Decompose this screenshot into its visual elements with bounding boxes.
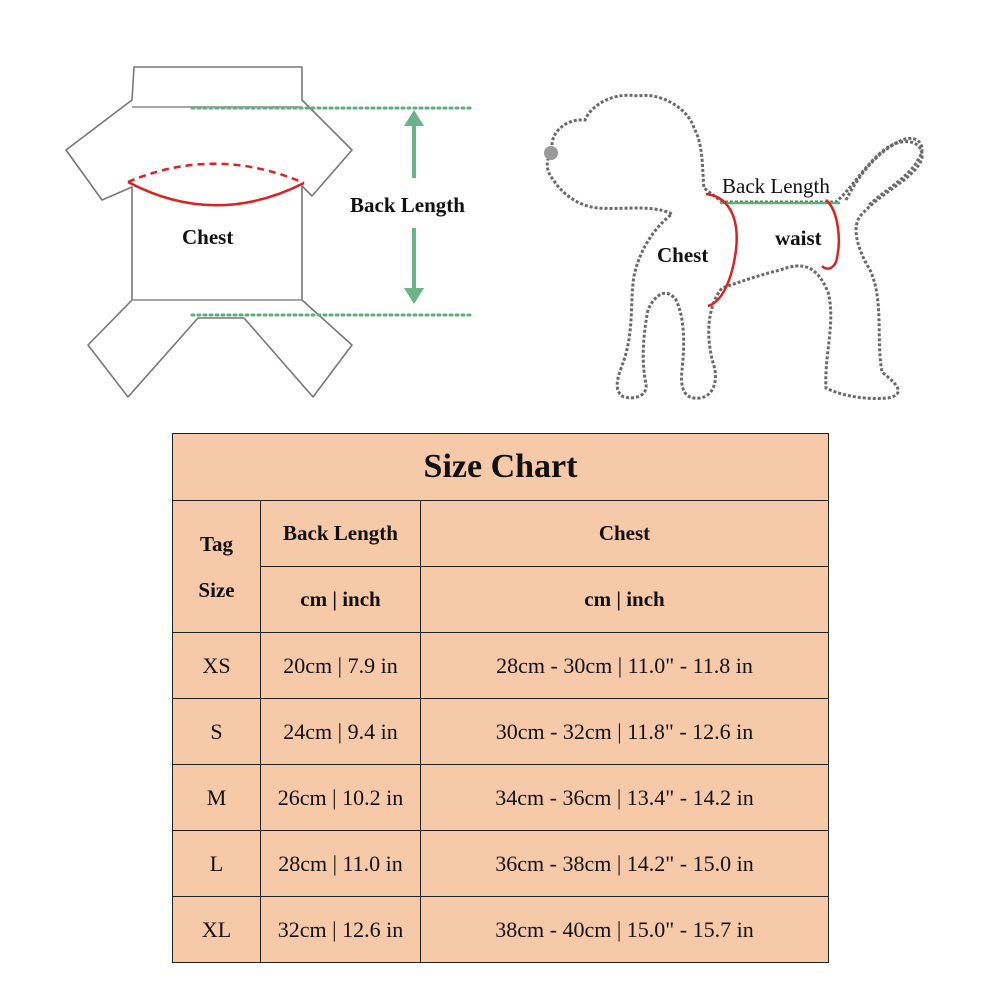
dog-diagram: [544, 95, 922, 398]
back-length-cell: 28cm | 11.0 in: [261, 831, 421, 897]
table-row: [173, 831, 829, 897]
table-row: [173, 633, 829, 699]
table-row: [173, 699, 829, 765]
size-cell: XS: [173, 633, 261, 699]
tag-size-line1: Tag: [199, 531, 234, 556]
size-cell: S: [173, 699, 261, 765]
tag-size-line2: Size: [198, 577, 235, 602]
back-length-cell: 24cm | 9.4 in: [261, 699, 421, 765]
dog-nose: [544, 146, 558, 160]
back-length-header: Back Length: [261, 501, 421, 567]
chest-cell: 28cm - 30cm | 11.0" - 11.8 in: [421, 633, 829, 699]
size-cell: L: [173, 831, 261, 897]
chest-cell: 34cm - 36cm | 13.4" - 14.2 in: [421, 765, 829, 831]
dog-waist-label: waist: [775, 226, 822, 250]
size-cell: XL: [173, 897, 261, 963]
dog-waist-measure: [822, 200, 839, 269]
tag-size-header: [173, 501, 261, 633]
sweater-diagram: [66, 67, 470, 397]
table-row: [173, 897, 829, 963]
chest-cell: 36cm - 38cm | 14.2" - 15.0 in: [421, 831, 829, 897]
size-chart-title: Size Chart: [173, 434, 829, 501]
dog-outline: [547, 95, 922, 398]
table-row: [173, 765, 829, 831]
sweater-back-length-label: Back Length: [350, 193, 465, 217]
chest-cell: 38cm - 40cm | 15.0" - 15.7 in: [421, 897, 829, 963]
back-length-cell: 26cm | 10.2 in: [261, 765, 421, 831]
size-chart-table: [172, 433, 829, 963]
size-cell: M: [173, 765, 261, 831]
back-length-unit: cm | inch: [261, 567, 421, 633]
chest-header: Chest: [421, 501, 829, 567]
sweater-chest-label: Chest: [182, 225, 234, 249]
dog-chest-label: Chest: [657, 243, 709, 267]
back-length-cell: 32cm | 12.6 in: [261, 897, 421, 963]
back-length-cell: 20cm | 7.9 in: [261, 633, 421, 699]
measurement-diagrams: [0, 0, 1000, 425]
chest-unit: cm | inch: [421, 567, 829, 633]
chest-cell: 30cm - 32cm | 11.8" - 12.6 in: [421, 699, 829, 765]
dog-back-length-label: Back Length: [722, 174, 830, 198]
